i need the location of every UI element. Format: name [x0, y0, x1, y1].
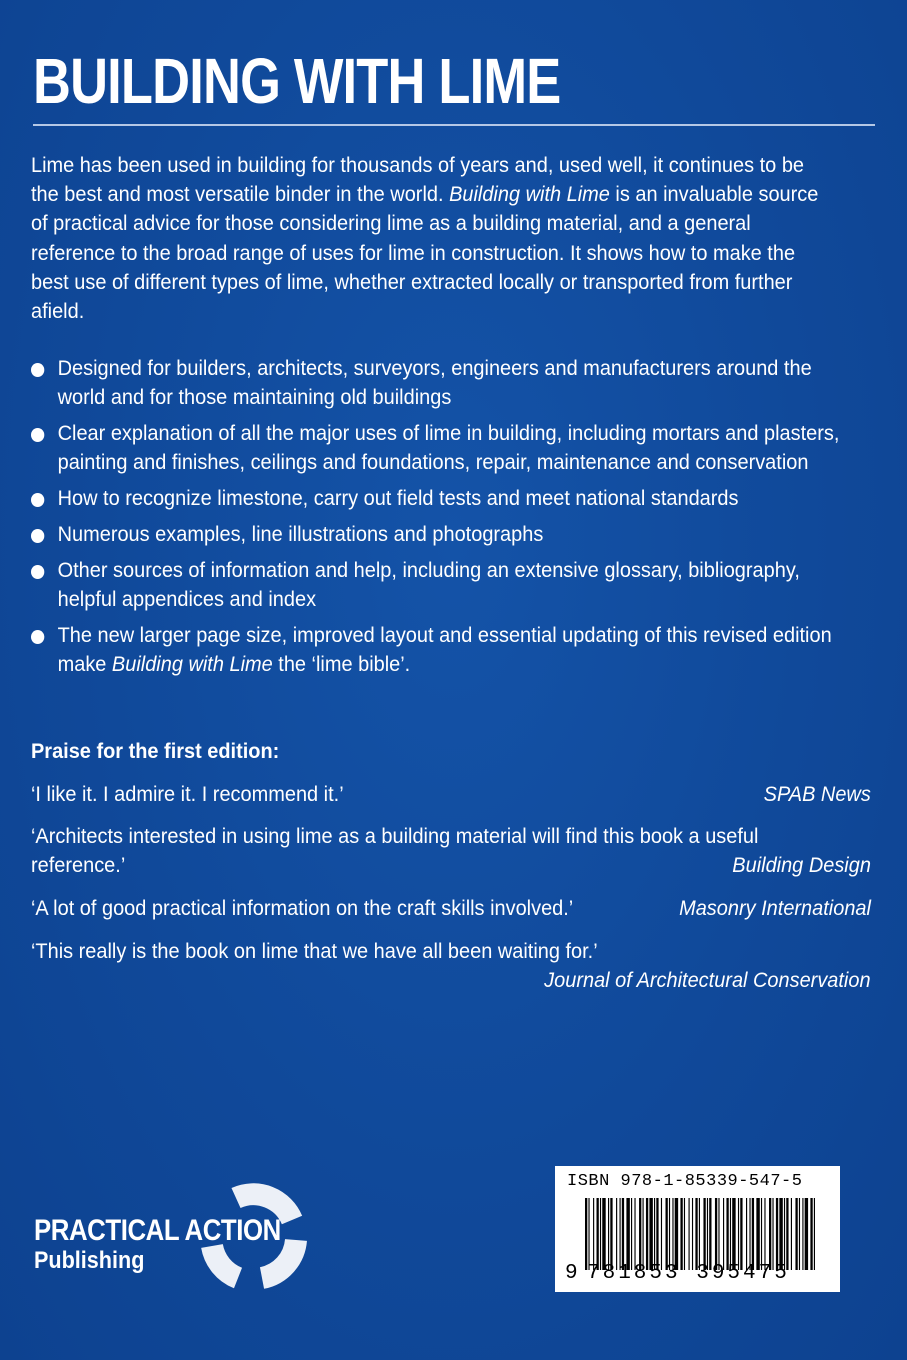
barcode-bar	[779, 1198, 782, 1270]
barcode-bar	[602, 1198, 605, 1270]
review-quote	[31, 780, 871, 809]
feature-book-title: Building with Lime	[111, 653, 273, 676]
barcode-bar	[740, 1198, 742, 1270]
barcode-bar	[620, 1198, 621, 1270]
barcode-bar	[726, 1198, 728, 1270]
bullet-icon	[31, 565, 44, 579]
barcode-bar	[776, 1198, 778, 1270]
barcode-bar	[791, 1198, 792, 1270]
barcode-bar	[669, 1198, 670, 1270]
bullet-icon	[31, 493, 44, 507]
feature-text: How to recognize limestone, carry out field tests and meet national standards	[57, 487, 739, 510]
barcode-bar	[643, 1198, 644, 1270]
isbn-barcode-block	[555, 1166, 840, 1292]
barcode-bar	[703, 1198, 705, 1270]
barcode-bar	[600, 1198, 601, 1270]
quote-source: Masonry International	[679, 897, 871, 920]
feature-item	[31, 484, 848, 513]
feature-list	[31, 354, 891, 686]
barcode-bar	[695, 1198, 697, 1270]
barcode-bar	[626, 1198, 629, 1270]
barcode-bar	[715, 1198, 717, 1270]
barcode-bar	[802, 1198, 803, 1270]
barcode-bar	[684, 1198, 685, 1270]
quote-source: Building Design	[732, 854, 871, 877]
quote-text: ‘Architects interested in using lime as a building material will find this book a useful reference.’	[31, 825, 759, 877]
barcode-bar	[593, 1198, 594, 1270]
barcode-bar	[622, 1198, 624, 1270]
isbn-number: ISBN 978-1-85339-547-5	[567, 1172, 803, 1191]
bullet-icon	[31, 529, 44, 543]
book-title: BUILDING WITH LIME	[33, 45, 561, 117]
publisher-name: PRACTICAL ACTION	[34, 1214, 281, 1247]
barcode-bar	[761, 1198, 762, 1270]
feature-text: Numerous examples, line illustrations and photographs	[57, 523, 544, 546]
barcode-bar	[610, 1198, 612, 1270]
barcode-bar	[654, 1198, 655, 1270]
barcode-bar	[730, 1198, 731, 1270]
barcode-bar	[707, 1198, 708, 1270]
intro-text-1: Lime has been used in building for thousands of years and, used well, it continues to be the best and most versatile binder in the world.	[31, 154, 805, 207]
barcode-icon	[585, 1198, 815, 1270]
barcode-bar	[756, 1198, 759, 1270]
publisher-imprint: Publishing	[34, 1247, 145, 1274]
review-quote	[31, 894, 871, 923]
intro-book-title: Building with Lime	[449, 183, 610, 207]
barcode-bar	[723, 1198, 724, 1270]
barcode-bar	[631, 1198, 632, 1270]
barcode-bar	[672, 1198, 673, 1270]
quote-text: ‘I like it. I admire it. I recommend it.’	[31, 783, 344, 806]
barcode-bar	[738, 1198, 739, 1270]
barcode-bar	[661, 1198, 662, 1270]
barcode-bar	[689, 1198, 690, 1270]
feature-text-2: the ‘lime bible’.	[272, 653, 411, 676]
intro-text-2: is an invaluable source of practical advice for those considering lime as a building material, and a general reference to the broad range of uses for lime in construction. It shows how to make the best use of different types of lime, whether extracted locally or transported from further afield.	[31, 183, 819, 324]
barcode-bar	[814, 1198, 815, 1270]
quote-text: ‘This really is the book on lime that we have all been waiting for.’	[31, 940, 598, 963]
feature-item	[31, 354, 848, 412]
intro-paragraph	[31, 151, 829, 326]
barcode-bar	[675, 1198, 678, 1270]
barcode-bar	[656, 1198, 658, 1270]
review-quote	[31, 822, 871, 880]
feature-item	[31, 520, 848, 549]
barcode-bar	[805, 1198, 808, 1270]
barcode-bar	[639, 1198, 641, 1270]
practical-action-logo-icon	[192, 1174, 312, 1294]
barcode-bar	[699, 1198, 700, 1270]
barcode-bar	[749, 1198, 750, 1270]
barcode-bar	[795, 1198, 797, 1270]
barcode-bar	[769, 1198, 771, 1270]
barcode-bar	[616, 1198, 617, 1270]
barcode-digits: 781853 395475	[587, 1262, 790, 1285]
barcode-bar	[786, 1198, 788, 1270]
barcode-bar	[588, 1198, 589, 1270]
quote-source: Journal of Architectural Conservation	[544, 969, 871, 992]
barcode-bar	[732, 1198, 735, 1270]
praise-heading: Praise for the first edition:	[31, 740, 280, 763]
feature-item	[31, 621, 848, 679]
barcode-bar	[752, 1198, 754, 1270]
feature-text: Clear explanation of all the major uses of lime in building, including mortars and plasters, painting and finishes, ceilings and foundations, repair, maintenance and conservation	[57, 422, 840, 474]
barcode-bar	[608, 1198, 609, 1270]
barcode-bar	[692, 1198, 693, 1270]
barcode-bar	[772, 1198, 773, 1270]
barcode-bar	[746, 1198, 747, 1270]
bullet-icon	[31, 428, 44, 442]
feature-text-1: The new larger page size, improved layout and essential updating of this revised edition make	[57, 624, 832, 676]
feature-item	[31, 556, 848, 614]
barcode-bar	[666, 1198, 668, 1270]
bullet-icon	[31, 630, 44, 644]
barcode-bar	[764, 1198, 765, 1270]
feature-item	[31, 419, 848, 477]
title-divider	[33, 124, 875, 126]
quote-text: ‘A lot of good practical information on the craft skills involved.’	[31, 897, 574, 920]
barcode-bar	[646, 1198, 648, 1270]
bullet-icon	[31, 363, 44, 377]
barcode-bar	[680, 1198, 682, 1270]
barcode-bar	[799, 1198, 800, 1270]
feature-text: Other sources of information and help, including an extensive glossary, bibliography, helpful appendices and index	[57, 559, 800, 611]
barcode-bar	[810, 1198, 812, 1270]
barcode-bar	[649, 1198, 652, 1270]
quote-source: SPAB News	[763, 783, 871, 806]
barcode-bar	[718, 1198, 719, 1270]
barcode-bar	[597, 1198, 599, 1270]
feature-text: Designed for builders, architects, surveyors, engineers and manufacturers around the world and for those maintaining old buildings	[57, 357, 812, 409]
review-quote	[31, 937, 871, 992]
barcode-first-digit: 9	[565, 1262, 578, 1285]
barcode-bar	[634, 1198, 635, 1270]
barcode-bar	[784, 1198, 785, 1270]
barcode-bar	[585, 1198, 587, 1270]
barcode-bar	[709, 1198, 711, 1270]
